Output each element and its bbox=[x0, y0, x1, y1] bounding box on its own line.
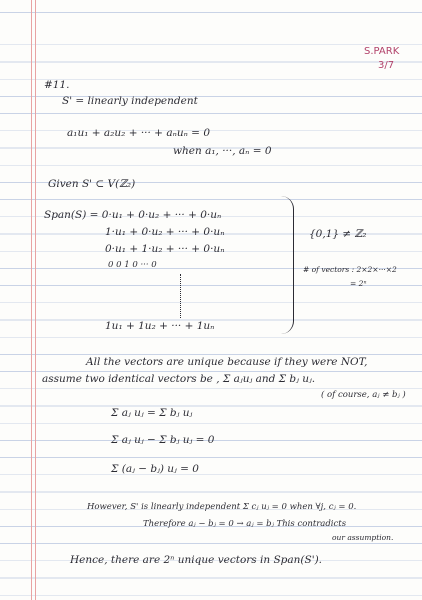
equation-2: Σ aⱼ uⱼ − Σ bⱼ uⱼ = 0 bbox=[111, 434, 215, 446]
span-row-4: 0 0 1 0 ··· 0 bbox=[108, 260, 157, 270]
however-line: However, S' is linearly independent Σ cⱼ uⱼ = 0 when ∀j, cⱼ = 0. bbox=[87, 502, 357, 512]
of-course-note: ( of course, aⱼ ≠ bⱼ ) bbox=[321, 390, 406, 400]
conclusion-line: Hence, there are 2ⁿ unique vectors in Span(S'). bbox=[70, 554, 323, 566]
vector-count: # of vectors : 2×2×···×2 bbox=[303, 265, 397, 274]
linear-combination: a₁u₁ + a₂u₂ + ··· + aₙuₙ = 0 bbox=[67, 127, 211, 139]
assumption-note: our assumption. bbox=[332, 533, 394, 542]
right-brace bbox=[281, 196, 294, 334]
vertical-ellipsis bbox=[180, 274, 183, 318]
author-name: S.PARK bbox=[364, 46, 400, 57]
span-row-2: 1·u₁ + 0·u₂ + ··· + 0·uₙ bbox=[105, 226, 225, 238]
span-row-last: 1u₁ + 1u₂ + ··· + 1uₙ bbox=[105, 320, 215, 332]
margin-line-right bbox=[35, 0, 36, 600]
span-row-1: Span(S) = 0·u₁ + 0·u₂ + ··· + 0·uₙ bbox=[44, 209, 222, 221]
equation-1: Σ aⱼ uⱼ = Σ bⱼ uⱼ bbox=[111, 407, 193, 419]
vector-count-result: = 2ⁿ bbox=[350, 279, 367, 288]
page-fraction: 3/7 bbox=[378, 60, 395, 71]
given-line: Given S' ⊂ V(ℤ₂) bbox=[48, 178, 136, 190]
equation-3: Σ (aⱼ − bⱼ) uⱼ = 0 bbox=[111, 463, 199, 475]
unique-line-1: All the vectors are unique because if they were NOT, bbox=[86, 356, 368, 368]
therefore-line: Therefore aⱼ − bⱼ = 0 → aⱼ = bⱼ This contradicts bbox=[143, 519, 347, 529]
condition-line: when a₁, ···, aₙ = 0 bbox=[173, 145, 272, 157]
problem-number: #11. bbox=[44, 79, 70, 91]
margin-line-left bbox=[31, 0, 32, 600]
coefficient-set: {0,1} ≠ ℤ₂ bbox=[309, 228, 367, 240]
span-row-3: 0·u₁ + 1·u₂ + ··· + 0·uₙ bbox=[105, 243, 225, 255]
definition-line: S' = linearly independent bbox=[62, 95, 198, 107]
unique-line-2: assume two identical vectors be , Σ aⱼuⱼ and Σ bⱼ uⱼ. bbox=[42, 373, 316, 385]
